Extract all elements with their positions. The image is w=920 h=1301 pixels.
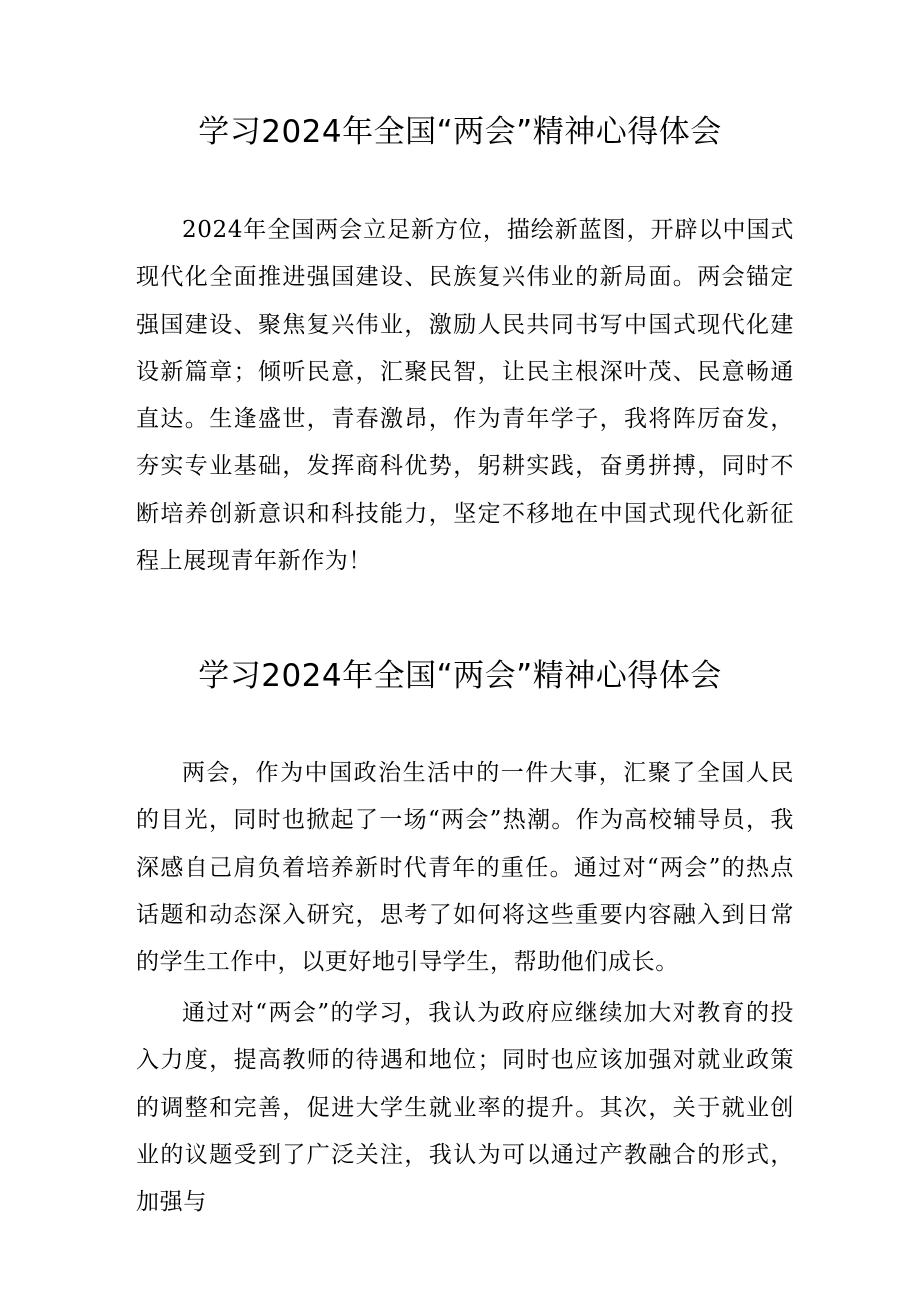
section-title: 学习2024年全国“两会”精神心得体会: [198, 658, 722, 694]
paragraph: 两会，作为中国政治生活中的一件大事，汇聚了全国人民的目光，同时也掀起了一场“两会”热潮。作为高校辅导员，我深感自己肩负着培养新时代青年的重任。通过对“两会”的热点话题和动态深入研究，思考了如何将这些重要内容融入到日常的学生工作中，以更好地引导学生，帮助他们成长。: [136, 760, 794, 976]
section-title: 学习2024年全国“两会”精神心得体会: [198, 114, 722, 150]
paragraph: 通过对“两会”的学习，我认为政府应继续加大对教育的投入力度，提高教师的待遇和地位；同时也应该加强对就业政策的调整和完善，促进大学生就业率的提升。其次，关于就业创业的议题受到了广泛关注，我认为可以通过产教融合的形式，加强与: [136, 1000, 794, 1216]
paragraph: 2024年全国两会立足新方位，描绘新蓝图，开辟以中国式现代化全面推进强国建设、民族复兴伟业的新局面。两会锚定强国建设、聚焦复兴伟业，激励人民共同书写中国式现代化建设新篇章；倾听民意，汇聚民智，让民主根深叶茂、民意畅通直达。生逢盛世，青春激昂，作为青年学子，我将阵厉奋发，夯实专业基础，发挥商科优势，躬耕实践，奋勇拼搏，同时不断培养创新意识和科技能力，坚定不移地在中国式现代化新征程上展现青年新作为！: [136, 217, 794, 575]
